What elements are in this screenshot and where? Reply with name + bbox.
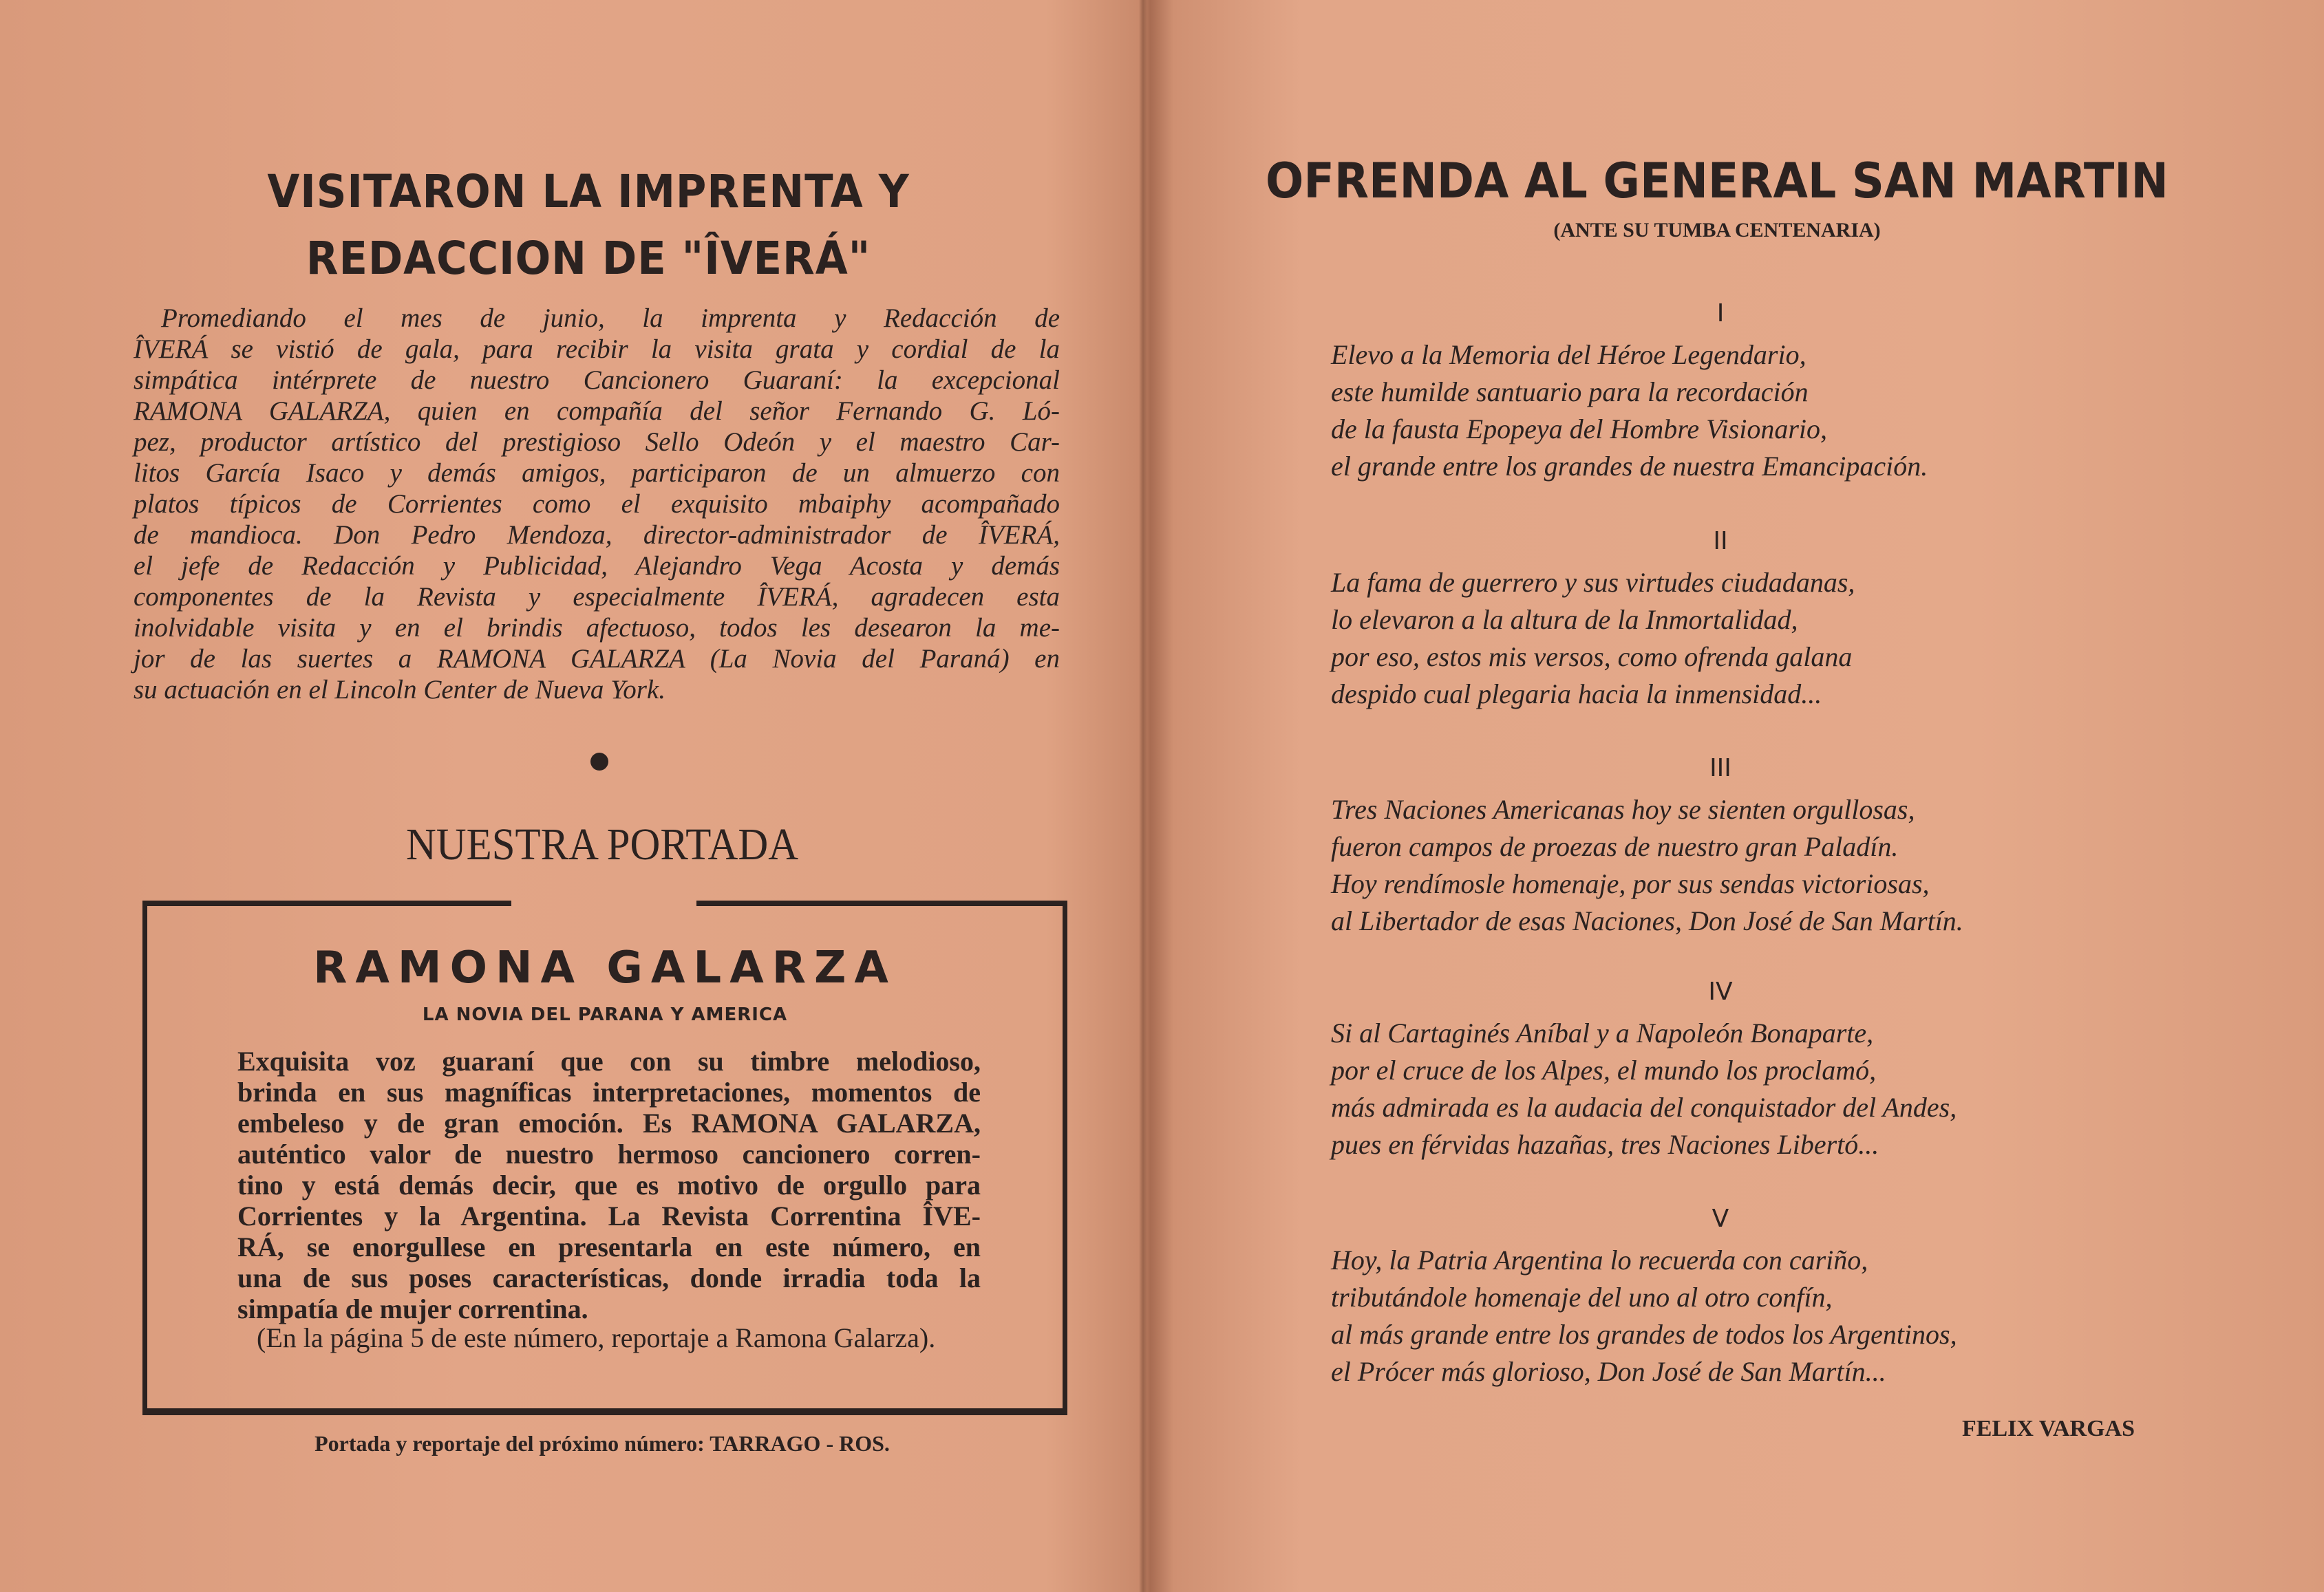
stanza-numeral: II: [1713, 527, 1728, 555]
stanza: [1331, 564, 2226, 713]
box-top-rule-left: [142, 901, 511, 906]
article-title-line1: VISITARON LA IMPRENTA Y: [267, 165, 910, 218]
stanza-line: Hoy rendímosle homenaje, por sus sendas victoriosas,: [1331, 868, 1930, 899]
next-issue-footer: Portada y reportaje del próximo número: TARRAGO - ROS.: [315, 1431, 890, 1456]
box-body-line: Corrientes y la Argentina. La Revista Correntina ÎVE-: [237, 1201, 981, 1231]
page-gutter: [1139, 0, 1147, 1592]
paragraph-line: litos García Isaco y demás amigos, participaron de un almuerzo con: [134, 458, 1060, 488]
stanza-line: por el cruce de los Alpes, el mundo los proclamó,: [1331, 1055, 1877, 1086]
paragraph-line: simpática intérprete de nuestro Cancionero Guaraní: la excepcional: [134, 365, 1060, 395]
stanza-numeral: I: [1716, 299, 1725, 327]
poem-subtitle: (ANTE SU TUMBA CENTENARIA): [1553, 219, 1881, 241]
stanza-line: tributándole homenaje del uno al otro confín,: [1331, 1282, 1833, 1313]
box-subtitle: LA NOVIA DEL PARANA Y AMERICA: [422, 1004, 788, 1025]
paragraph-line: ÎVERÁ se vistió de gala, para recibir la visita grata y cordial de la: [134, 334, 1060, 364]
box-body-line: RÁ, se enorgullese en presentarla en este número, en: [237, 1231, 981, 1262]
stanza: [1331, 1242, 2226, 1390]
stanza-line: lo elevaron a la altura de la Inmortalidad,: [1331, 604, 1798, 635]
stanza-numeral: III: [1709, 754, 1731, 782]
article-paragraph: [134, 303, 1060, 705]
stanza-line: Tres Naciones Americanas hoy se sienten orgullosas,: [1331, 794, 1915, 825]
stanza-numeral: V: [1712, 1205, 1729, 1233]
box-body-line: una de sus poses características, donde irradia toda la: [237, 1262, 981, 1293]
paragraph-line: platos típicos de Corrientes como el exquisito mbaiphy acompañado: [134, 489, 1060, 519]
stanza: [1331, 1015, 2226, 1163]
paragraph-line: Promediando el mes de junio, la imprenta y Redacción de: [161, 303, 1060, 333]
paragraph-line: el jefe de Redacción y Publicidad, Alejandro Vega Acosta y demás: [134, 551, 1060, 581]
stanza-line: Hoy, la Patria Argentina lo recuerda con cariño,: [1331, 1245, 1868, 1276]
paragraph-line: inolvidable visita y en el brindis afectuoso, todos les desearon la me-: [134, 613, 1060, 643]
paragraph-line: jor de las suertes a RAMONA GALARZA (La Novia del Paraná) en: [134, 644, 1060, 674]
box-body-line: embeleso y de gran emoción. Es RAMONA GALARZA,: [237, 1108, 981, 1139]
stanza-line: al más grande entre los grandes de todos los Argentinos,: [1331, 1319, 1957, 1350]
poem-author: FELIX VARGAS: [1962, 1416, 2135, 1441]
box-body-line: tino y está demás decir, que es motivo de orgullo para: [237, 1170, 981, 1201]
box-top-rule-right: [696, 901, 1067, 906]
stanza-line: por eso, estos mis versos, como ofrenda galana: [1331, 641, 1853, 672]
article-title-line2: REDACCION DE "ÎVERÁ": [306, 232, 871, 285]
stanza-numeral: IV: [1708, 978, 1733, 1006]
stanza-line: pues en férvidas hazañas, tres Naciones Libertó...: [1331, 1129, 1879, 1160]
stanza-line: el grande entre los grandes de nuestra Emancipación.: [1331, 451, 1928, 482]
paragraph-line: de mandioca. Don Pedro Mendoza, director-administrador de ÎVERÁ,: [134, 520, 1060, 550]
stanza-line: de la fausta Epopeya del Hombre Visionario,: [1331, 413, 1828, 444]
stanza-line: Si al Cartaginés Aníbal y a Napoleón Bonaparte,: [1331, 1018, 1874, 1048]
box-body: [237, 1046, 981, 1324]
stanza-line: La fama de guerrero y sus virtudes ciudadanas,: [1331, 567, 1855, 598]
stanza-line: más admirada es la audacia del conquistador del Andes,: [1331, 1092, 1957, 1123]
paragraph-line: su actuación en el Lincoln Center de Nueva York.: [134, 675, 666, 704]
box-body-line: auténtico valor de nuestro hermoso cancionero corren-: [237, 1139, 981, 1170]
box-body-line: brinda en sus magníficas interpretaciones, momentos de: [237, 1077, 981, 1108]
stanza: [1331, 336, 2226, 485]
stanza-line: despido cual plegaria hacia la inmensidad...: [1331, 678, 1822, 709]
poem-title: OFRENDA AL GENERAL SAN MARTIN: [1266, 153, 2168, 209]
paragraph-line: componentes de la Revista y especialmente ÎVERÁ, agradecen esta: [134, 582, 1060, 612]
stanza-line: fueron campos de proezas de nuestro gran Paladín.: [1331, 831, 1899, 862]
paragraph-line: RAMONA GALARZA, quien en compañía del señor Fernando G. Ló-: [134, 396, 1060, 426]
stanza: [1331, 791, 2226, 940]
box-note: (En la página 5 de este número, reportaje a Ramona Galarza).: [257, 1322, 936, 1353]
bullet-separator: [590, 753, 608, 771]
stanza-line: Elevo a la Memoria del Héroe Legendario,: [1331, 339, 1806, 370]
stanza-line: este humilde santuario para la recordación: [1331, 376, 1809, 407]
box-body-line: simpatía de mujer correntina.: [237, 1293, 588, 1324]
box-name: RAMONA GALARZA: [313, 943, 897, 993]
box-body-line: Exquisita voz guaraní que con su timbre melodioso,: [237, 1046, 981, 1077]
stanza-line: el Prócer más glorioso, Don José de San Martín...: [1331, 1356, 1886, 1387]
paragraph-line: pez, productor artístico del prestigioso Sello Odeón y el maestro Car-: [134, 427, 1060, 457]
stanza-line: al Libertador de esas Naciones, Don José de San Martín.: [1331, 905, 1963, 936]
section-title: NUESTRA PORTADA: [405, 819, 799, 870]
